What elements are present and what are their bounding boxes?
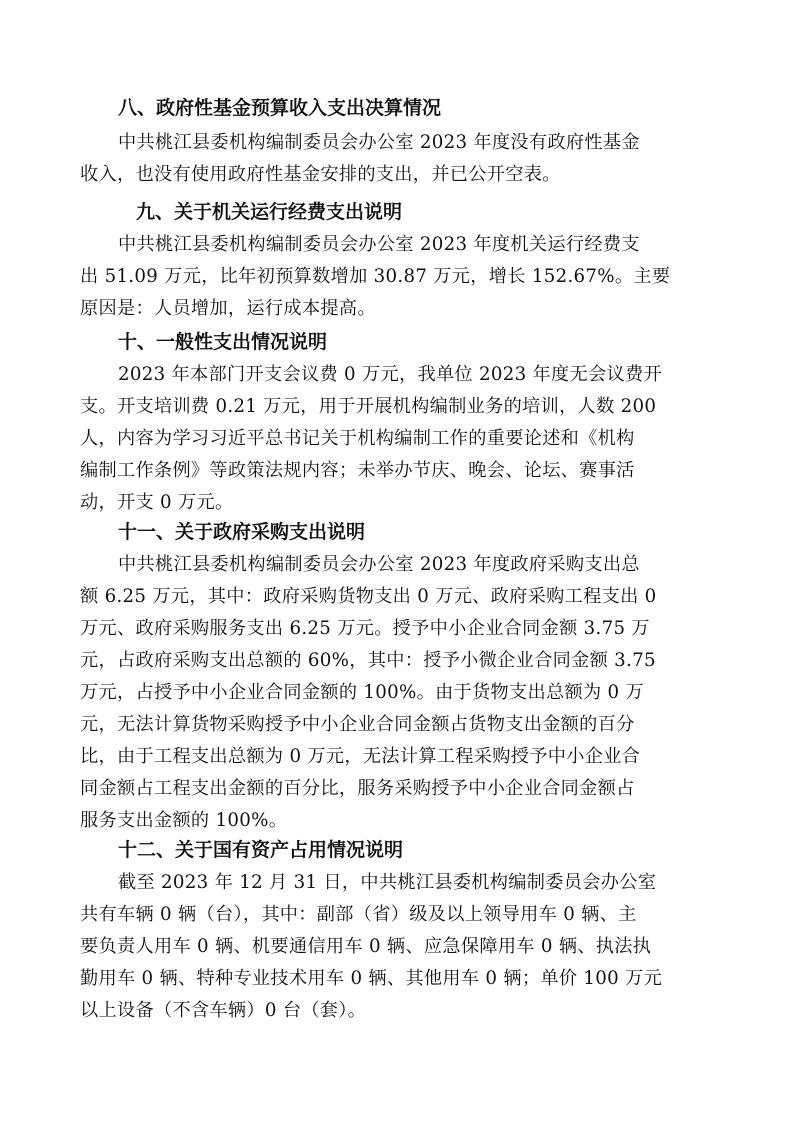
text-line: 额 6.25 万元，其中：政府采购货物支出 0 万元、政府采购工程支出 0 bbox=[80, 586, 657, 607]
text-line: 原因是：人员增加，运行成本提高。 bbox=[80, 298, 376, 319]
text-line: 支。开支培训费 0.21 万元，用于开展机构编制业务的培训，人数 200 bbox=[80, 396, 657, 417]
section-body-9 bbox=[80, 229, 718, 325]
text-line: 万元，占授予中小企业合同金额的 100%。由于货物支出总额为 0 万 bbox=[80, 682, 644, 703]
section-body-10 bbox=[80, 359, 718, 519]
text-line: 万元、政府采购服务支出 6.25 万元。授予中小企业合同金额 3.75 万 bbox=[80, 618, 650, 639]
section-heading-8: 八、政府性基金预算收入支出决算情况 bbox=[118, 97, 442, 119]
text-line: 共有车辆 0 辆（台），其中：副部（省）级及以上领导用车 0 辆、主 bbox=[80, 904, 637, 925]
text-line: 中共桃江县委机构编制委员会办公室 2023 年度机关运行经费支 bbox=[118, 234, 640, 255]
text-line: 收入，也没有使用政府性基金安排的支出，并已公开空表。 bbox=[80, 164, 561, 185]
section-body-11 bbox=[80, 549, 718, 837]
text-line: 元，无法计算货物采购授予中小企业合同金额占货物支出金额的百分 bbox=[80, 714, 635, 735]
section-body-12 bbox=[80, 867, 718, 1027]
section-heading-12: 十二、关于国有资产占用情况说明 bbox=[118, 839, 404, 861]
text-line: 中共桃江县委机构编制委员会办公室 2023 年度没有政府性基金 bbox=[118, 132, 640, 153]
text-line: 2023 年本部门开支会议费 0 万元，我单位 2023 年度无会议费开 bbox=[118, 364, 662, 385]
section-heading-10: 十、一般性支出情况说明 bbox=[118, 331, 328, 353]
text-line: 要负责人用车 0 辆、机要通信用车 0 辆、应急保障用车 0 辆、执法执 bbox=[80, 936, 652, 957]
section-heading-11: 十一、关于政府采购支出说明 bbox=[118, 521, 366, 543]
text-line: 以上设备（不含车辆）0 台（套）。 bbox=[80, 1000, 367, 1021]
text-line: 同金额占工程支出金额的百分比，服务采购授予中小企业合同金额占 bbox=[80, 778, 635, 799]
text-line: 比，由于工程支出总额为 0 万元，无法计算工程采购授予中小企业合 bbox=[80, 746, 641, 767]
section-heading-9: 九、关于机关运行经费支出说明 bbox=[136, 201, 403, 223]
text-line: 人，内容为学习习近平总书记关于机构编制工作的重要论述和《机构 bbox=[80, 428, 635, 449]
text-line: 截至 2023 年 12 月 31 日，中共桃江县委机构编制委员会办公室 bbox=[118, 872, 657, 893]
text-line: 中共桃江县委机构编制委员会办公室 2023 年度政府采购支出总 bbox=[118, 554, 640, 575]
text-line: 编制工作条例》等政策法规内容；未举办节庆、晚会、论坛、赛事活 bbox=[80, 460, 635, 481]
text-line: 服务支出金额的 100%。 bbox=[80, 810, 288, 831]
section-body-8 bbox=[80, 127, 718, 191]
text-line: 动，开支 0 万元。 bbox=[80, 492, 234, 513]
text-line: 出 51.09 万元，比年初预算数增加 30.87 万元，增长 152.67%。主要 bbox=[80, 266, 671, 287]
text-line: 勤用车 0 辆、特种专业技术用车 0 辆、其他用车 0 辆；单价 100 万元 bbox=[80, 968, 663, 989]
text-line: 元，占政府采购支出总额的 60%，其中：授予小微企业合同金额 3.75 bbox=[80, 650, 656, 671]
